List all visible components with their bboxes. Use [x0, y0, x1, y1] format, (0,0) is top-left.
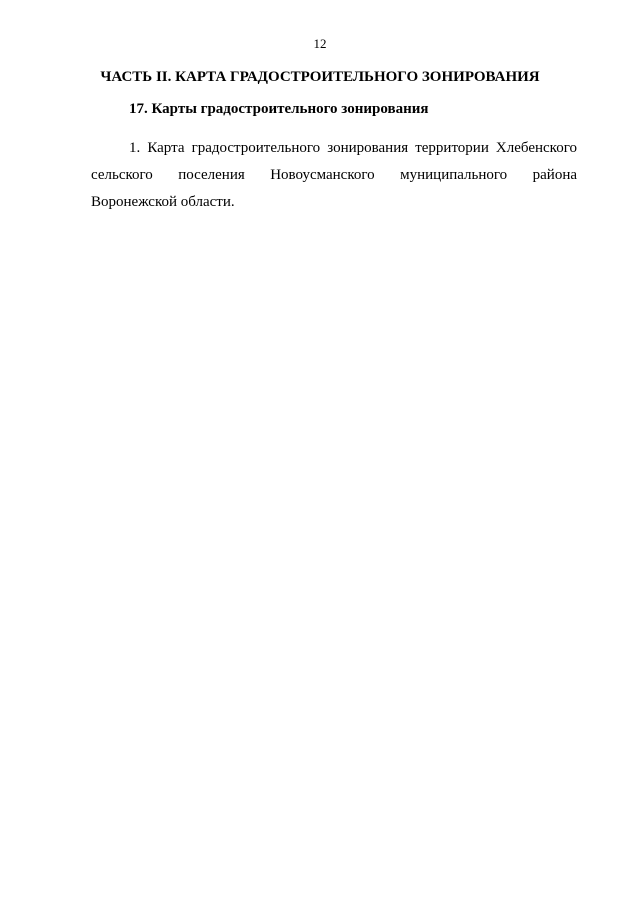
part-heading: ЧАСТЬ II. КАРТА ГРАДОСТРОИТЕЛЬНОГО ЗОНИРОВАНИЯ: [100, 69, 540, 85]
page-number: 12: [313, 36, 327, 51]
section-heading: 17. Карты градостроительного зонирования: [129, 101, 429, 117]
body-paragraph: 1. Карта градостроительного зонирования территории Хлебенского сельского поселения Новоусманского муниципального района Воронежской области.: [91, 140, 577, 210]
